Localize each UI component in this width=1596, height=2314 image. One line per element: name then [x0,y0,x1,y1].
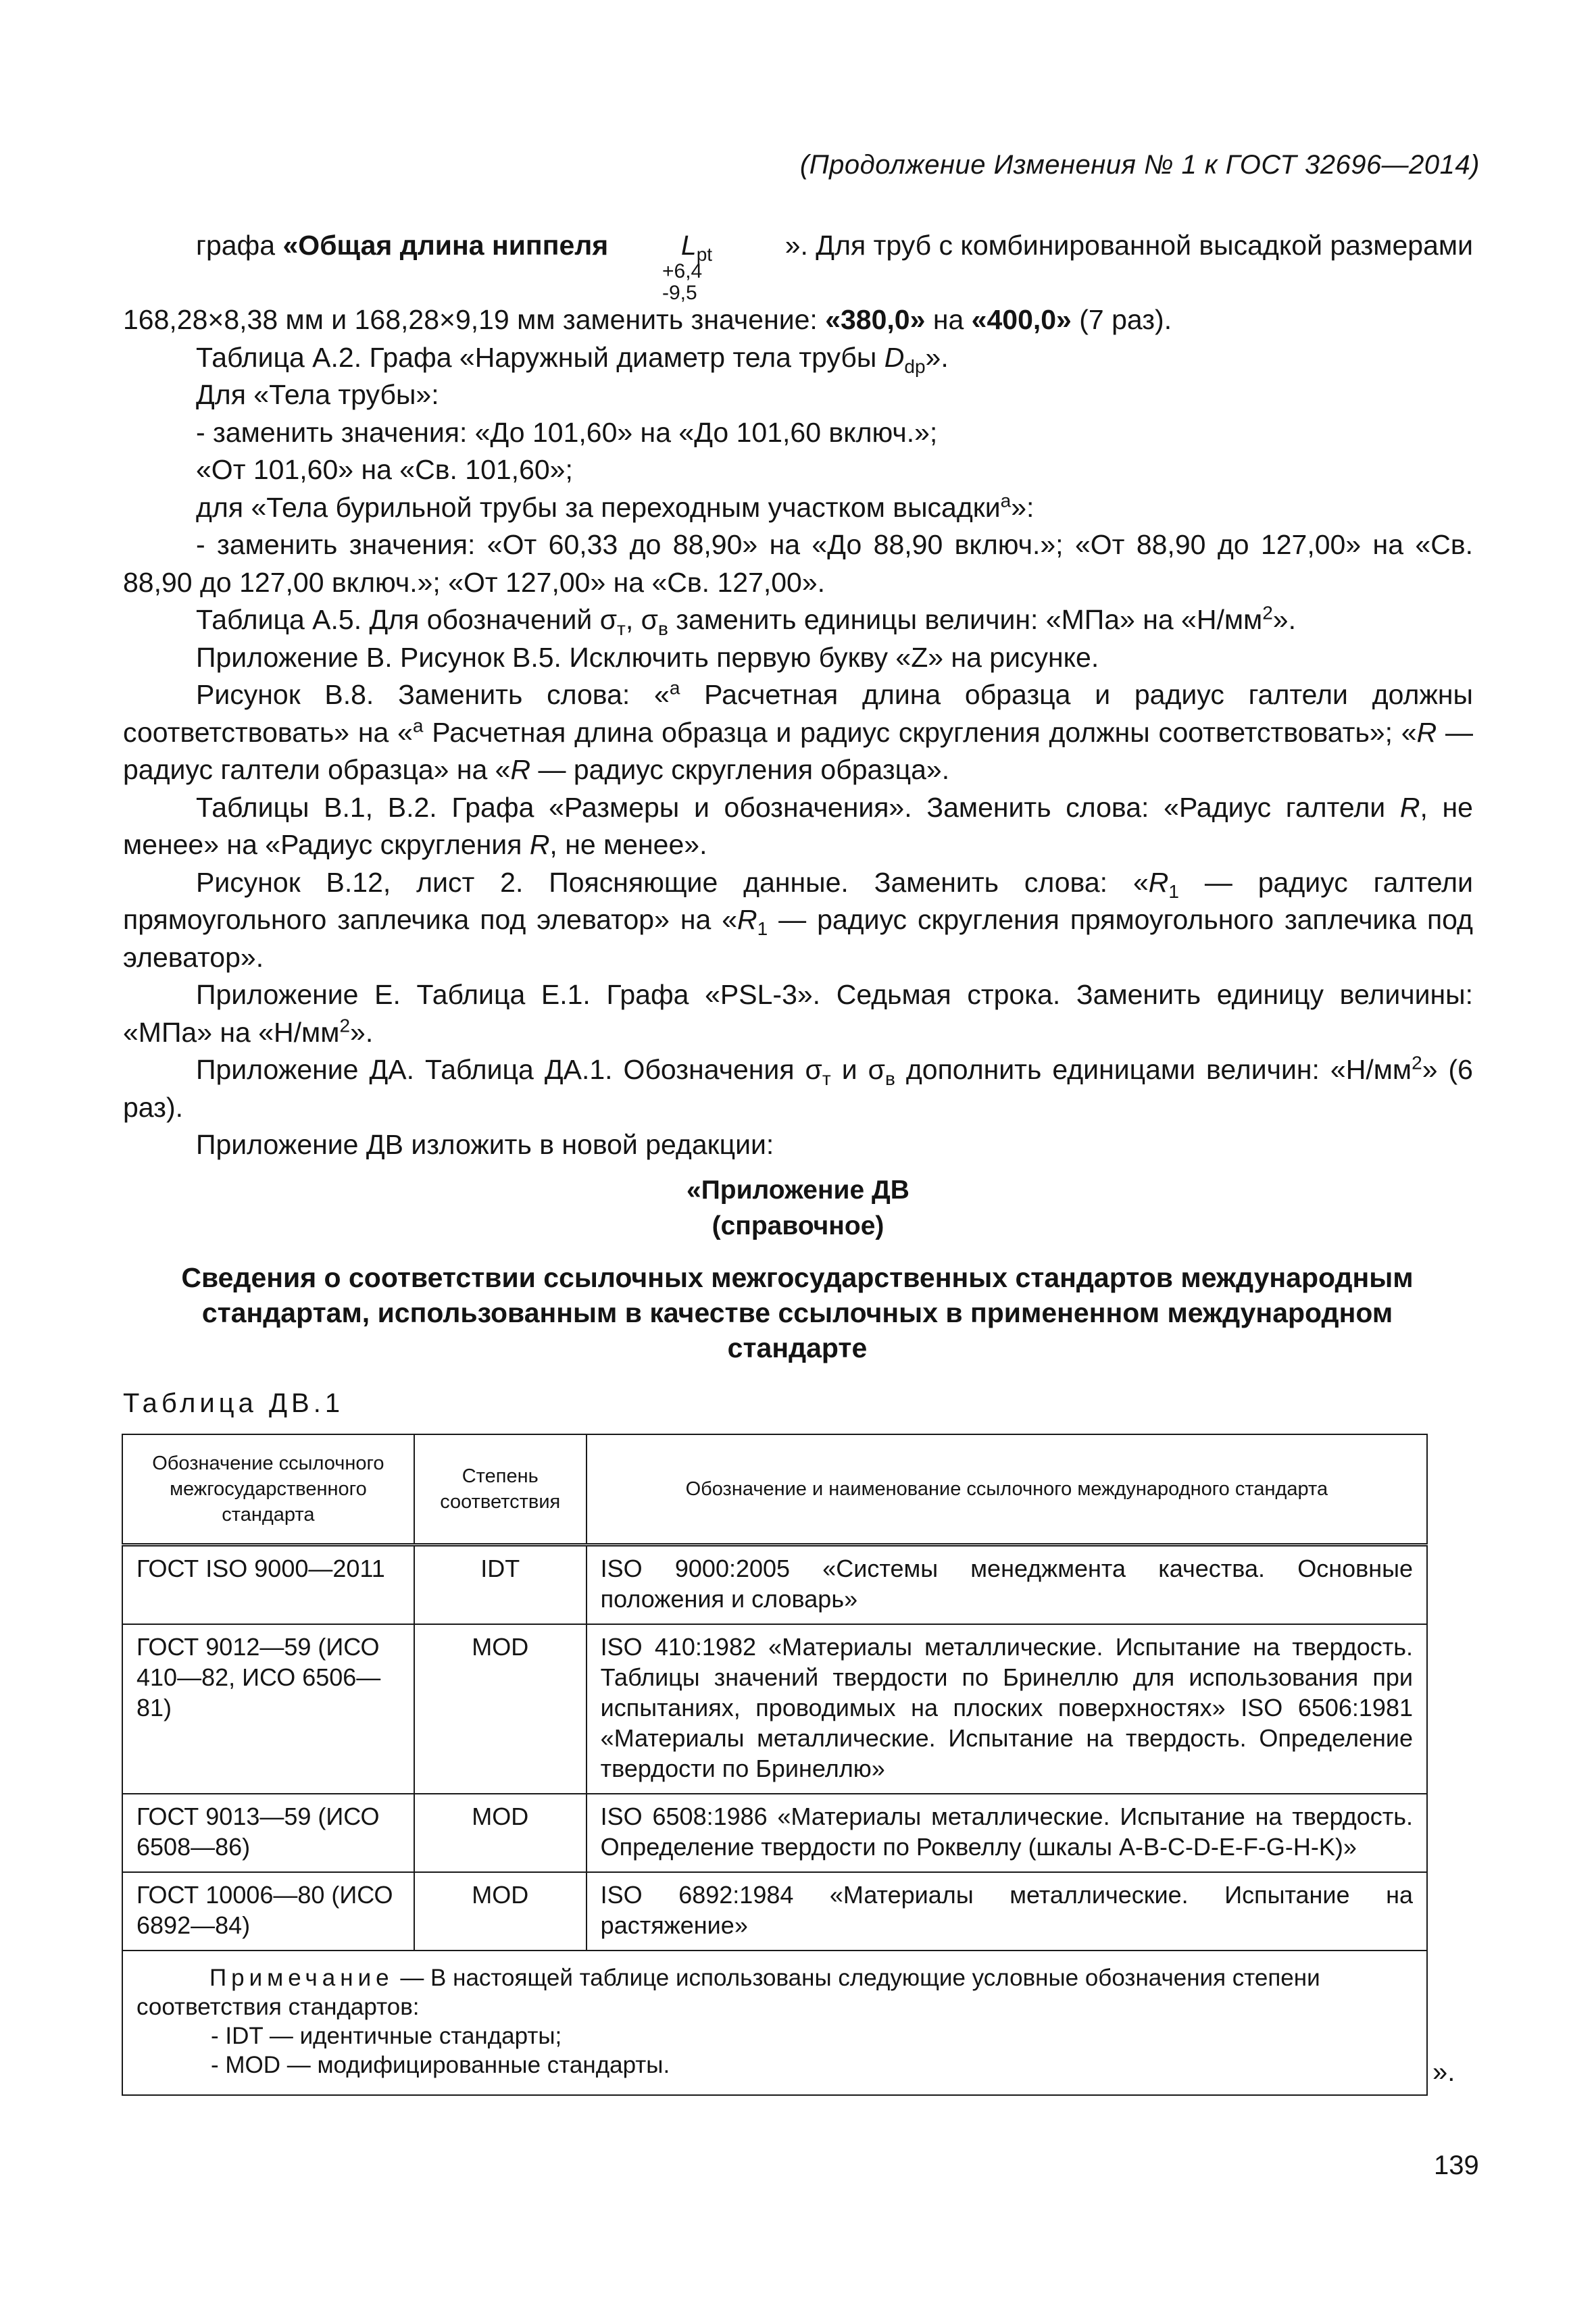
paragraph: Таблица А.5. Для обозначений $\sigma_т$, $\sigma_в$ заменить единицы величин: «МПа» на «$Н/мм^2$». [196,602,1296,640]
cell-international: ISO 6508:1986 «Материалы металлические. Испытание на твердость. Определение твердости по Роквеллу (шкалы A-B-C-D-E-F-G-H-K)» [587,1794,1427,1872]
cell-international: ISO 9000:2005 «Системы менеджмента качества. Основные положения и словарь» [587,1545,1427,1625]
tolerance-plus: +6,4 [662,260,703,282]
continuation-header: (Продолжение Изменения № 1 к ГОСТ 32696—2014) [799,150,1480,180]
table-row [122,1624,1427,1794]
appendix-type: (справочное) [712,1211,884,1240]
paragraph: Рисунок В.8. Заменить слова: «$^a$ Расчетная длина образца и радиус галтели должны соответствовать» на «$^a$ Расчетная длина образца и радиус скругления должны соответствовать»; «R — радиус галтели образца» на «R — радиус скругления образца». [123,677,1473,785]
header-international: Обозначение и наименование ссылочного международного стандарта [587,1434,1427,1545]
paragraph: Приложение ДА. Таблица ДА.1. Обозначения $\sigma_т$ и $\sigma_в$ дополнить единицами величин: «$Н/мм^2$» (6 раз). [123,1052,1473,1123]
paragraph: Таблицы В.1, В.2. Графа «Размеры и обозначения». Заменить слова: «Радиус галтели R, не менее» на «Радиус скругления R, не менее». [123,791,1473,860]
paragraph: Приложение ДВ изложить в новой редакции: [196,1129,774,1160]
cell-international: ISO 410:1982 «Материалы металлические. Испытание на твердость. Таблицы значений твердости по Бринеллю для использования при испытаниях, проводимых на плоских поверхностях» ISO 6506:1981 «Материалы металлические. Испытание на твердость. Определение твердости по Бринеллю» [587,1624,1427,1794]
table-row [122,1794,1427,1872]
cell-international: ISO 6892:1984 «Материалы металлические. Испытание на растяжение» [587,1872,1427,1951]
paragraph: Рисунок В.12, лист 2. Поясняющие данные. Заменить слова: «$R_1$ — радиус галтели прямоугольного заплечика под элеватор» на «$R_1$ — радиус скругления прямоугольного заплечика под элеватор». [123,866,1473,973]
appendix-title: Сведения о соответствии ссылочных межгосударственных стандартов международным стандартам, использованным в качестве ссылочных в примененном международном стандарте [181,1262,1414,1363]
note-text: — В настоящей таблице использованы следующие условные обозначения степени соответствия стандартов: [136,1965,1320,2020]
standards-table [122,1434,1428,2096]
tolerance-minus: -9,5 [662,282,697,304]
table-note [122,1951,1427,2095]
paragraph: «От 101,60» на «Св. 101,60»; [196,454,573,485]
paragraph: Для «Тела трубы»: [196,379,439,410]
table-label: Таблица ДВ.1 [123,1388,345,1418]
cell-degree: MOD [414,1794,587,1872]
tolerance-values [662,261,702,304]
appendix-heading [0,1172,1596,1244]
cell-degree: MOD [414,1872,587,1951]
page-number: 139 [1434,2150,1479,2180]
paragraph: Приложение В. Рисунок В.5. Исключить первую букву «Z» на рисунке. [196,641,1099,673]
paragraph: - заменить значения: «До 101,60» на «До 101,60 включ.»; [196,416,938,448]
cell-degree: MOD [414,1624,587,1794]
closing-quote: ». [1432,2057,1455,2087]
cell-designation: ГОСТ 10006—80 (ИСО 6892—84) [122,1872,414,1951]
amendment-body [123,227,1473,1164]
header-designation: Обозначение ссылочного межгосударственного стандарта [122,1434,414,1545]
table-note-row [122,1951,1427,2095]
paragraph: Приложение Е. Таблица Е.1. Графа «PSL-3». Седьмая строка. Заменить единицу величины: «МПа» на «$Н/мм^2$». [123,979,1473,1048]
column-name: «Общая длина ниппеля [282,230,609,261]
note-label: Примечание [209,1965,394,1991]
cell-designation: ГОСТ 9012—59 (ИСО 410—82, ИСО 6506—81) [122,1624,414,1794]
table-row [122,1872,1427,1951]
note-item-mod: - MOD — модифицированные стандарты. [211,2052,670,2078]
paragraph: - заменить значения: «От 60,33 до 88,90» на «До 88,90 включ.»; «От 88,90 до 127,00» на «Св. 88,90 до 127,00 включ.»; «От 127,00» на «Св. 127,00». [123,529,1473,598]
cell-degree: IDT [414,1545,587,1625]
table-header-row [122,1434,1427,1545]
intro-line-1: графа «Общая длина ниппеля $L_{pt}$ ». Для труб с комбинированной высадкой размерами +6,4 -9,5 [196,230,1473,304]
paragraph: Таблица А.2. Графа «Наружный диаметр тела трубы $D_{dp}$». [196,341,949,377]
cell-designation: ГОСТ ISO 9000—2011 [122,1545,414,1625]
paragraph: для «Тела бурильной трубы за переходным участком высадки$^a$»: [196,489,1034,523]
cell-designation: ГОСТ 9013—59 (ИСО 6508—86) [122,1794,414,1872]
table-row [122,1545,1427,1625]
header-degree: Степень соответствия [414,1434,587,1545]
intro-line-2: 168,28×8,38 мм и 168,28×9,19 мм заменить значение: «380,0» на «400,0» (7 раз). [123,304,1172,335]
appendix-label: «Приложение ДВ [687,1176,909,1205]
note-item-idt: - IDT — идентичные стандарты; [211,2023,562,2049]
